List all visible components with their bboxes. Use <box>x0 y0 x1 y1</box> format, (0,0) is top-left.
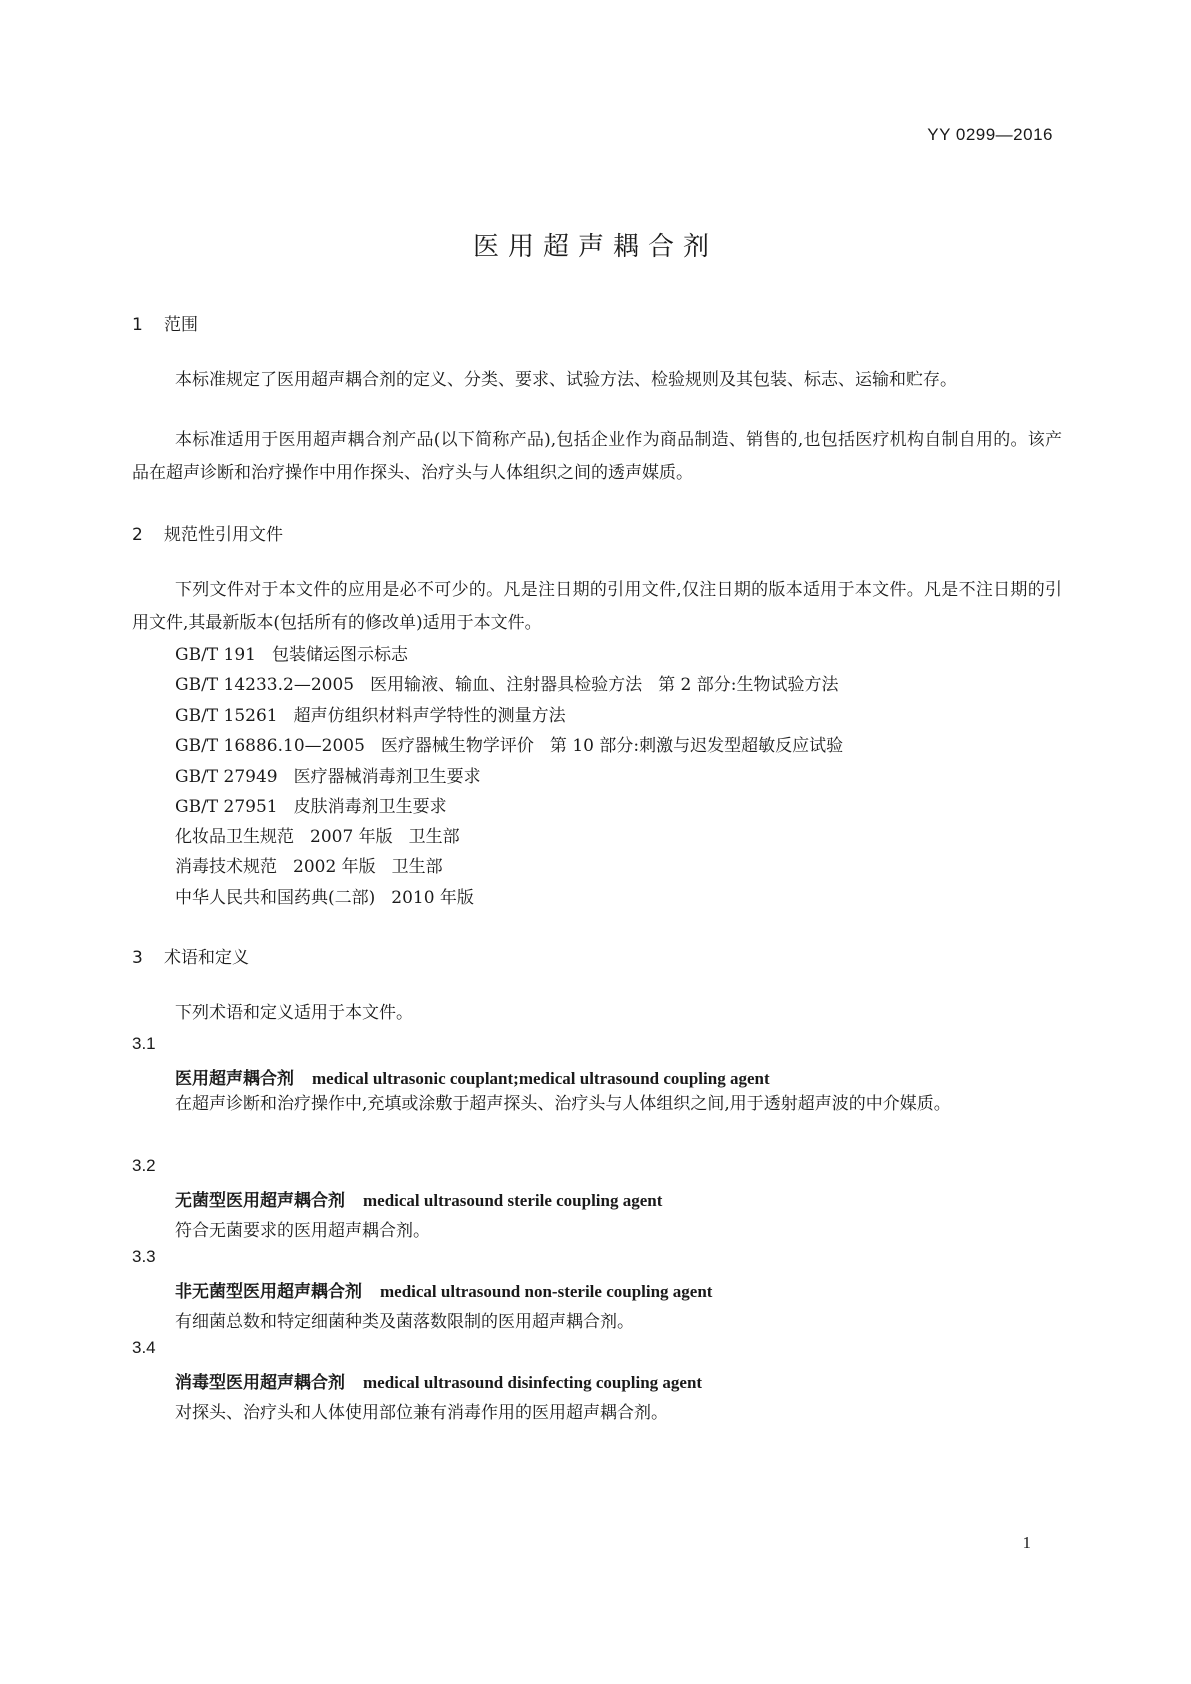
term-definition: 有细菌总数和特定细菌种类及菌落数限制的医用超声耦合剂。 <box>175 1312 634 1332</box>
reference-item <box>175 731 843 756</box>
page-number: 1 <box>1022 1533 1031 1552</box>
section-number: 3 <box>132 948 143 968</box>
reference-code: GB/T 16886.10—2005 <box>175 736 365 756</box>
reference-item <box>175 852 443 877</box>
term-heading <box>175 1368 702 1393</box>
section-title: 术语和定义 <box>164 948 249 968</box>
term-number: 3.1 <box>132 1034 156 1053</box>
term-english: medical ultrasound disinfecting coupling agent <box>363 1373 703 1392</box>
section-1-paragraph-1: 本标准规定了医用超声耦合剂的定义、分类、要求、试验方法、检验规则及其包装、标志、运输和贮存。 <box>175 370 957 390</box>
section-number: 2 <box>132 525 143 545</box>
term-heading <box>175 1277 712 1302</box>
term-definition: 符合无菌要求的医用超声耦合剂。 <box>175 1221 430 1241</box>
term-number: 3.4 <box>132 1338 156 1357</box>
reference-item <box>175 792 447 817</box>
reference-part: 第 2 部分:生物试验方法 <box>658 675 839 695</box>
section-title: 规范性引用文件 <box>164 525 283 545</box>
reference-item <box>175 762 481 787</box>
reference-code: 化妆品卫生规范 <box>175 827 294 847</box>
reference-title: 皮肤消毒剂卫生要求 <box>293 797 447 817</box>
section-1-heading <box>132 310 198 335</box>
reference-title: 医用输液、输血、注射器具检验方法 <box>370 675 643 695</box>
reference-code: GB/T 27949 <box>175 767 278 787</box>
reference-code: GB/T 27951 <box>175 797 278 817</box>
section-3-intro: 下列术语和定义适用于本文件。 <box>175 1003 413 1023</box>
reference-part: 卫生部 <box>391 857 443 877</box>
reference-item <box>175 701 566 726</box>
term-chinese: 医用超声耦合剂 <box>175 1069 294 1089</box>
term-number: 3.3 <box>132 1247 156 1266</box>
reference-title: 包装储运图示标志 <box>272 645 408 665</box>
term-english: medical ultrasonic couplant;medical ultrasound coupling agent <box>312 1069 770 1088</box>
reference-title: 2002 年版 <box>293 857 376 877</box>
reference-title: 2010 年版 <box>391 888 474 908</box>
reference-item <box>175 670 838 695</box>
section-2-intro: 下列文件对于本文件的应用是必不可少的。凡是注日期的引用文件,仅注日期的版本适用于本文件。凡是不注日期的引用文件,其最新版本(包括所有的修改单)适用于本文件。 <box>132 580 1062 633</box>
reference-item <box>175 822 460 847</box>
reference-part: 第 10 部分:刺激与迟发型超敏反应试验 <box>549 736 844 756</box>
term-definition: 在超声诊断和治疗操作中,充填或涂敷于超声探头、治疗头与人体组织之间,用于透射超声波的中介媒质。 <box>175 1094 951 1114</box>
section-3-heading <box>132 943 249 968</box>
document-title: 医用超声耦合剂 <box>472 232 718 262</box>
term-english: medical ultrasound sterile coupling agent <box>363 1191 663 1210</box>
reference-title: 医疗器械消毒剂卫生要求 <box>293 767 481 787</box>
reference-title: 医疗器械生物学评价 <box>380 736 534 756</box>
reference-title: 2007 年版 <box>310 827 393 847</box>
reference-title: 超声仿组织材料声学特性的测量方法 <box>293 706 566 726</box>
term-chinese: 无菌型医用超声耦合剂 <box>175 1191 345 1211</box>
term-heading <box>175 1064 770 1089</box>
term-english: medical ultrasound non-sterile coupling agent <box>380 1282 713 1301</box>
term-definition: 对探头、治疗头和人体使用部位兼有消毒作用的医用超声耦合剂。 <box>175 1403 668 1423</box>
section-title: 范围 <box>164 315 198 335</box>
term-chinese: 消毒型医用超声耦合剂 <box>175 1373 345 1393</box>
section-number: 1 <box>132 315 143 335</box>
reference-code: 中华人民共和国药典(二部) <box>175 888 376 908</box>
reference-item <box>175 640 408 665</box>
section-1-paragraph-2: 本标准适用于医用超声耦合剂产品(以下简称产品),包括企业作为商品制造、销售的,也包括医疗机构自制自用的。该产品在超声诊断和治疗操作中用作探头、治疗头与人体组织之间的透声媒质。 <box>132 430 1062 483</box>
reference-part: 卫生部 <box>408 827 460 847</box>
term-heading <box>175 1186 662 1211</box>
reference-item <box>175 883 474 908</box>
reference-code: 消毒技术规范 <box>175 857 277 877</box>
section-2-heading <box>132 520 283 545</box>
reference-code: GB/T 14233.2—2005 <box>175 675 355 695</box>
standard-code: YY 0299—2016 <box>927 125 1053 144</box>
term-number: 3.2 <box>132 1156 156 1175</box>
term-chinese: 非无菌型医用超声耦合剂 <box>175 1282 362 1302</box>
reference-code: GB/T 191 <box>175 645 256 665</box>
reference-code: GB/T 15261 <box>175 706 278 726</box>
